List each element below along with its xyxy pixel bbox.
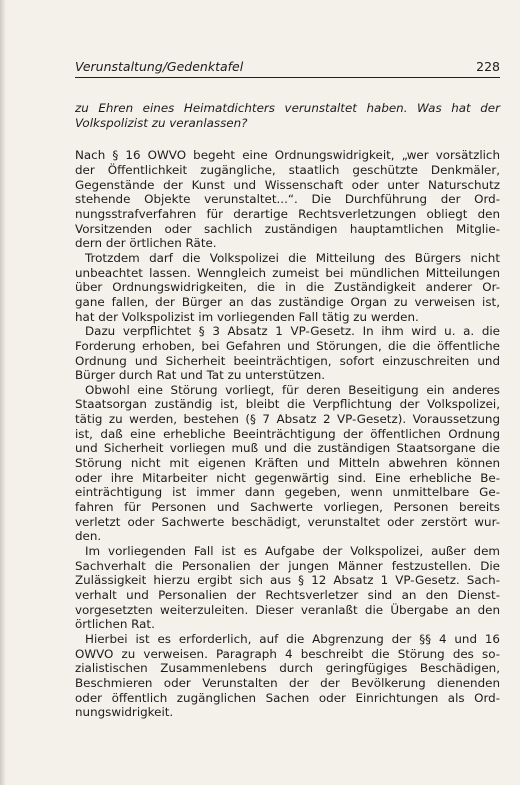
text-line: Sachverhalt die Personalien der jungen Männer festzustellen. Die (75, 558, 500, 573)
text-line: verletzt oder Sachwerte beschädigt, verunstaltet oder zerstört wur- (75, 514, 500, 529)
text-line: OWVO zu verweisen. Paragraph 4 beschreibt die Störung des so- (75, 646, 500, 661)
page-edge-shadow (0, 0, 6, 785)
text-line: örtlichen Rat. (75, 617, 155, 632)
text-line: oder ihre Mitarbeiter nicht gegenwärtig sind. Eine erhebliche Be- (75, 470, 500, 485)
text-line: Dazu verpflichtet § 3 Absatz 1 VP-Gesetz. In ihm wird u. a. die (85, 324, 500, 339)
answer-paragraph-1 (75, 148, 500, 251)
running-header (75, 52, 500, 74)
text-line: gane fallen, der Bürger an das zuständige Organ zu verweisen ist, (75, 294, 500, 309)
answer-paragraph-6 (75, 632, 500, 720)
text-line: nungswidrigkeit. (75, 705, 174, 720)
answer-paragraph-5 (75, 544, 500, 632)
text-line: einträchtigung ist immer dann gegeben, wenn unmittelbare Ge- (75, 485, 500, 500)
text-line: Nach § 16 OWVO begeht eine Ordnungswidrigkeit, „wer vorsätzlich (75, 148, 500, 163)
text-line: Forderung erhoben, bei Gefahren und Störungen, die die öffentliche (75, 338, 500, 353)
text-line: vorgesetzten weiterzuleiten. Dieser veranlaßt die Übergabe an den (75, 602, 500, 617)
text-line: zialistischen Zusammenlebens durch geringfügiges Beschädigen, (75, 661, 500, 676)
question-text (75, 101, 500, 130)
text-line: verhalt und Personalien der Rechtsverletzer sind an den Dienst- (75, 588, 500, 602)
text-line: Gegenstände der Kunst und Wissenschaft oder unter Naturschutz (75, 177, 500, 192)
answer-paragraph-3 (75, 324, 500, 383)
text-line: unbeachtet lassen. Wenngleich zumeist bei mündlichen Mitteilungen (75, 265, 500, 280)
answer-paragraph-4 (75, 383, 500, 544)
text-line: zu Ehren eines Heimatdichters verunstaltet haben. Was hat der (75, 101, 500, 115)
text-line: hat der Volkspolizist im vorliegenden Fall tätig zu werden. (75, 309, 419, 324)
header-rule (75, 77, 500, 78)
page-body (75, 101, 500, 720)
text-line: und Sicherheit vorliegen muß und die zuständigen Staatsorgane die (75, 441, 500, 456)
text-line: Volkspolizist zu veranlassen? (75, 115, 248, 130)
text-line: Trotzdem darf die Volkspolizei die Mitteilung des Bürgers nicht (85, 250, 500, 265)
text-line: oder öffentlich zugänglichen Sachen oder Einrichtungen als Ord- (75, 690, 500, 705)
text-line: Vorsitzenden oder sachlich zuständigen hauptamtlichen Mitglie- (75, 221, 500, 236)
page-number: 228 (476, 59, 500, 74)
text-line: nungsstrafverfahren für derartige Rechtsverletzungen obliegt den (75, 206, 500, 221)
text-line: Störung nicht mit eigenen Kräften und Mitteln abwehren können (75, 456, 500, 471)
text-line: Hierbei ist es erforderlich, auf die Abgrenzung der §§ 4 und 16 (85, 631, 500, 646)
text-line: Im vorliegenden Fall ist es Aufgabe der Volkspolizei, außer dem (85, 544, 500, 559)
text-line: über Ordnungswidrigkeiten, die in die Zuständigkeit anderer Or- (75, 280, 500, 295)
text-line: Zulässigkeit hierzu ergibt sich aus § 12 Absatz 1 VP-Gesetz. Sach- (75, 573, 500, 588)
text-line: dern der örtlichen Räte. (75, 236, 217, 251)
text-line: Staatsorgan zuständig ist, bleibt die Verpflichtung der Volkspolizei, (75, 397, 500, 412)
text-line: der Öffentlichkeit zugängliche, staatlich geschützte Denkmäler, (75, 162, 500, 177)
text-line: Beschmieren oder Verunstalten der der Bevölkerung dienenden (75, 675, 500, 690)
answer-paragraph-2 (75, 251, 500, 324)
text-line: fahren für Personen und Sachwerte vorliegen, Personen bereits (75, 500, 500, 515)
text-line: Ordnung und Sicherheit beeinträchtigen, sofort einzuschreiten und (75, 353, 500, 368)
text-line: den. (75, 529, 102, 544)
text-line: stehende Objekte verunstaltet...“. Die Durchführung der Ord- (75, 192, 500, 207)
text-line: tätig zu werden, bestehen (§ 7 Absatz 2 VP-Gesetz). Voraussetzung (75, 412, 500, 427)
text-line: ist, daß eine erhebliche Beeinträchtigung der öffentlichen Ordnung (75, 426, 500, 441)
running-title: Verunstaltung/Gedenktafel (75, 59, 244, 74)
text-line: Obwohl eine Störung vorliegt, für deren Beseitigung ein anderes (85, 382, 500, 397)
paragraph-gap (75, 130, 500, 148)
text-line: Bürger durch Rat und Tat zu unterstützen. (75, 368, 326, 383)
